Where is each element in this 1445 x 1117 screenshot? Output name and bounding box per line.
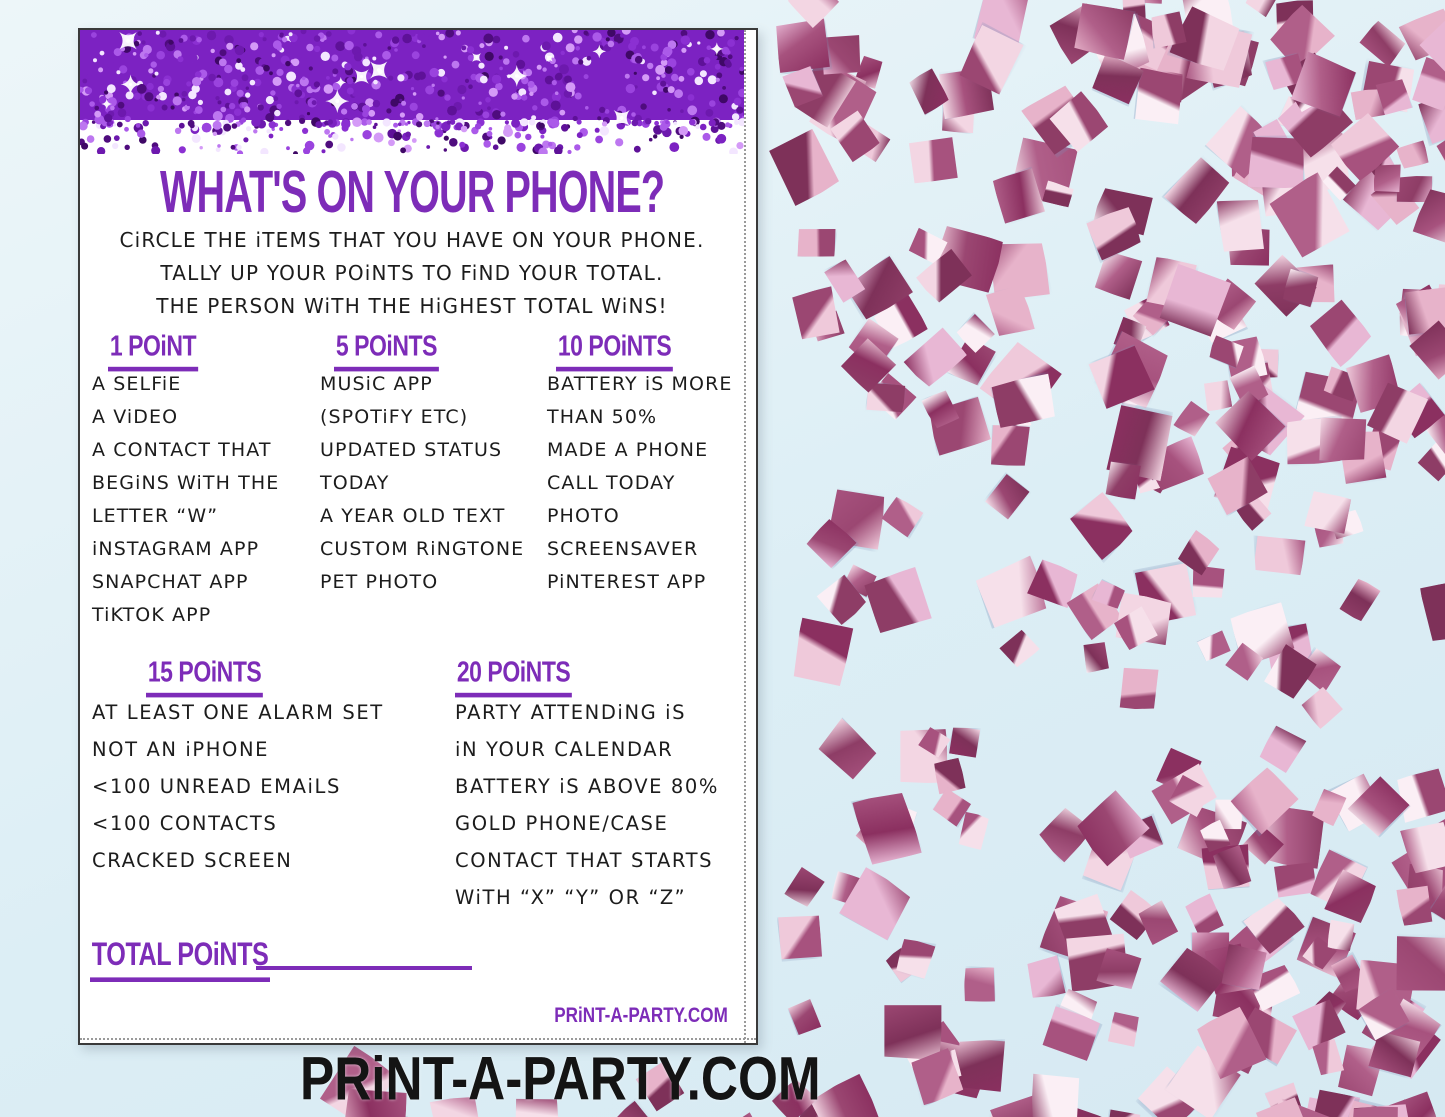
item-line: NOT AN iPHONE bbox=[92, 738, 270, 761]
confetti-piece bbox=[1108, 1012, 1140, 1047]
section-header-20-points: 20 POiNTS bbox=[455, 656, 582, 692]
item-line: WiTH “X” “Y” OR “Z” bbox=[455, 886, 687, 909]
watermark-brand-url: PRiNT-A-PARTY.COM bbox=[300, 1045, 821, 1113]
confetti-piece bbox=[1134, 67, 1184, 126]
item-line: PARTY ATTENDiNG iS bbox=[455, 701, 687, 724]
item-line: (SPOTiFY ETC) bbox=[320, 406, 469, 428]
item-line: A CONTACT THAT bbox=[92, 439, 272, 461]
section-header-5-points: 5 POiNTS bbox=[334, 330, 448, 366]
confetti-piece bbox=[1299, 685, 1343, 729]
card-brand-url: PRiNT-A-PARTY.COM bbox=[554, 1004, 728, 1028]
confetti-piece bbox=[767, 129, 841, 207]
confetti-piece bbox=[1217, 196, 1264, 254]
confetti-piece bbox=[1248, 136, 1305, 188]
item-line: MUSiC APP bbox=[320, 373, 433, 395]
confetti-piece bbox=[1420, 579, 1445, 644]
item-line: PiNTEREST APP bbox=[547, 571, 707, 593]
total-points-write-in-line bbox=[256, 966, 472, 970]
confetti-piece bbox=[985, 474, 1029, 520]
item-line: PHOTO bbox=[547, 505, 620, 527]
confetti-piece bbox=[1069, 492, 1137, 561]
item-line: BATTERY iS MORE bbox=[547, 373, 733, 395]
confetti-piece bbox=[956, 1038, 1007, 1093]
item-line: GOLD PHONE/CASE bbox=[455, 812, 669, 835]
item-line: CRACKED SCREEN bbox=[92, 849, 293, 872]
item-line: TiKTOK APP bbox=[92, 604, 212, 626]
confetti-piece bbox=[949, 726, 980, 758]
item-line: CONTACT THAT STARTS bbox=[455, 849, 714, 872]
item-line: BEGiNS WiTH THE bbox=[92, 472, 280, 494]
item-line: UPDATED STATUS bbox=[320, 439, 503, 461]
item-line: PET PHOTO bbox=[320, 571, 439, 593]
confetti-piece bbox=[964, 967, 995, 1002]
confetti-piece bbox=[933, 758, 965, 794]
item-line: THAN 50% bbox=[547, 406, 658, 428]
section-header-10-points: 10 POiNTS bbox=[556, 330, 683, 366]
item-list-10-points bbox=[547, 368, 733, 599]
confetti-piece bbox=[1327, 919, 1355, 951]
item-line: iN YOUR CALENDAR bbox=[455, 738, 674, 761]
instruction-line: TALLY UP YOUR POiNTS TO FiND YOUR TOTAL. bbox=[160, 261, 664, 285]
confetti-piece bbox=[1308, 300, 1374, 367]
confetti-piece bbox=[1253, 535, 1305, 576]
confetti-piece bbox=[785, 867, 825, 908]
item-list-15-points bbox=[92, 694, 384, 879]
item-line: A ViDEO bbox=[92, 406, 179, 428]
printable-game-card bbox=[78, 28, 758, 1045]
confetti-piece bbox=[1305, 491, 1352, 534]
total-points-label: TOTAL POiNTS bbox=[90, 936, 290, 976]
confetti-piece bbox=[779, 913, 822, 958]
confetti-piece bbox=[774, 17, 830, 73]
cut-line-vertical bbox=[744, 30, 746, 1043]
item-line: MADE A PHONE bbox=[547, 439, 709, 461]
confetti-piece bbox=[1394, 936, 1445, 992]
confetti-piece bbox=[1183, 893, 1226, 938]
confetti-piece bbox=[852, 789, 921, 867]
confetti-piece bbox=[790, 618, 853, 686]
confetti-piece bbox=[1373, 163, 1400, 192]
confetti-piece bbox=[1274, 862, 1317, 898]
confetti-piece bbox=[1174, 399, 1211, 438]
item-list-20-points bbox=[455, 694, 719, 916]
confetti-piece bbox=[1318, 415, 1366, 462]
confetti-piece bbox=[881, 496, 924, 538]
confetti-piece bbox=[815, 718, 881, 783]
section-header-1-point: 1 POiNT bbox=[108, 330, 206, 366]
confetti-piece bbox=[1031, 1073, 1079, 1117]
item-line: BATTERY iS ABOVE 80% bbox=[455, 775, 719, 798]
confetti-piece bbox=[1107, 1109, 1140, 1117]
instructions bbox=[80, 224, 744, 323]
confetti-piece bbox=[1042, 181, 1075, 209]
confetti-piece bbox=[1338, 576, 1381, 622]
item-line: <100 CONTACTS bbox=[92, 812, 278, 835]
confetti-piece bbox=[884, 1005, 941, 1060]
confetti-piece bbox=[1000, 629, 1040, 669]
item-line: <100 UNREAD EMAiLS bbox=[92, 775, 341, 798]
confetti-piece bbox=[1024, 955, 1065, 1001]
item-line: SCREENSAVER bbox=[547, 538, 699, 560]
item-list-5-points bbox=[320, 368, 524, 599]
item-line: A SELFiE bbox=[92, 373, 182, 395]
item-line: AT LEAST ONE ALARM SET bbox=[92, 701, 384, 724]
instruction-line: CiRCLE THE iTEMS THAT YOU HAVE ON YOUR PHONE. bbox=[119, 228, 705, 252]
confetti-piece bbox=[991, 425, 1030, 467]
confetti-piece bbox=[1204, 380, 1233, 411]
item-line: CALL TODAY bbox=[547, 472, 676, 494]
confetti-piece bbox=[1082, 642, 1109, 673]
instruction-line: THE PERSON WiTH THE HiGHEST TOTAL WiNS! bbox=[156, 294, 668, 318]
item-list-1-point bbox=[92, 368, 279, 632]
page-title: WHAT'S ON YOUR PHONE? bbox=[159, 157, 665, 225]
confetti-piece bbox=[1396, 140, 1430, 170]
item-line: TODAY bbox=[320, 472, 390, 494]
cut-line-horizontal bbox=[80, 1038, 756, 1040]
confetti-piece bbox=[788, 998, 822, 1036]
item-line: A YEAR OLD TEXT bbox=[320, 505, 506, 527]
purple-glitter-banner bbox=[80, 30, 744, 154]
section-header-15-points: 15 POiNTS bbox=[146, 656, 273, 692]
confetti-piece bbox=[1257, 723, 1307, 776]
confetti-piece bbox=[1120, 666, 1159, 712]
item-line: SNAPCHAT APP bbox=[92, 571, 249, 593]
item-line: CUSTOM RiNGTONE bbox=[320, 538, 525, 560]
confetti-piece bbox=[1394, 768, 1445, 824]
item-line: LETTER “W” bbox=[92, 505, 219, 527]
item-line: iNSTAGRAM APP bbox=[92, 538, 260, 560]
confetti-piece bbox=[909, 137, 960, 184]
confetti-piece bbox=[797, 228, 834, 258]
confetti-piece bbox=[1198, 630, 1233, 663]
